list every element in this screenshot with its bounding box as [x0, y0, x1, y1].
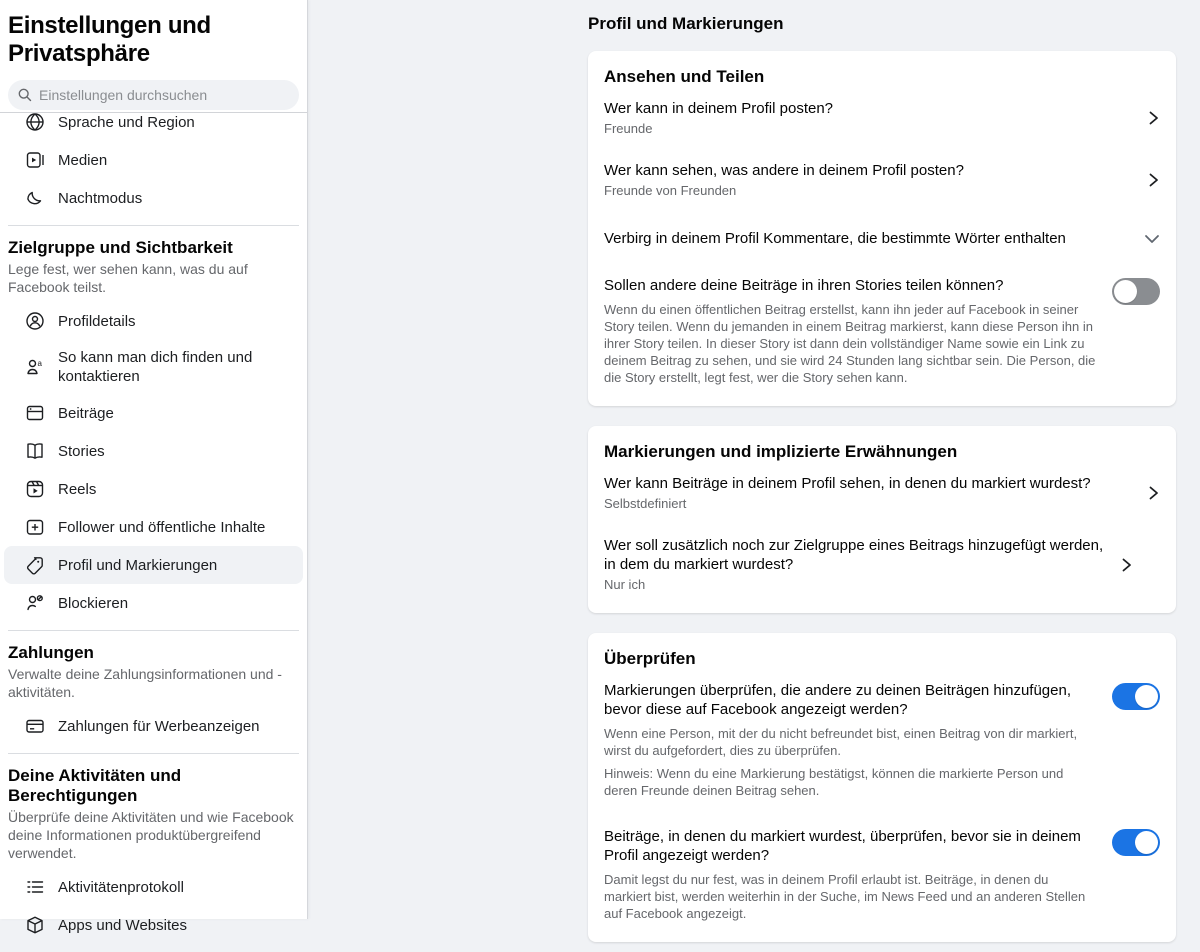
sidebar-item-label: Blockieren	[58, 594, 129, 612]
sidebar-item-profil-und-markierungen[interactable]	[4, 546, 303, 584]
sidebar-item-beitraege[interactable]	[4, 394, 303, 432]
sidebar-item-zahlungen-fuer-werbeanzeigen[interactable]	[4, 707, 303, 745]
sidebar-section-description: Verwalte deine Zahlungsinformationen und -aktivitäten.	[8, 666, 282, 700]
page-title: Profil und Markierungen	[588, 14, 784, 33]
activity-log-icon	[24, 876, 46, 898]
setting-title: Wer soll zusätzlich noch zur Zielgruppe eines Beitrags hinzugefügt werden, in dem du markiert wurdest?	[604, 537, 1104, 573]
sidebar-item-label: Profil und Markierungen	[58, 556, 218, 574]
toggle-knob	[1135, 831, 1158, 854]
setting-row-beitraege-ueberpruefen	[604, 811, 1160, 926]
moon-icon	[24, 187, 46, 209]
reels-icon	[24, 478, 46, 500]
setting-title: Wer kann sehen, was andere in deinem Profil posten?	[604, 162, 964, 179]
setting-description: Damit legst du nur fest, was in deinem Profil erlaubt ist. Beiträge, in denen du markiert bist, werden weiterhin in der Suche, im News Feed und an anderen Stellen auf Facebook angezeigt.	[604, 872, 1086, 921]
sidebar-title: Einstellungen und Privatsphäre	[8, 12, 211, 67]
stories-icon	[24, 440, 46, 462]
setting-row-markierungen-ueberpruefen	[604, 669, 1160, 811]
find-contact-icon	[24, 356, 46, 378]
sidebar-item-label: Apps und Websites	[58, 916, 187, 934]
setting-row-markierte-beitraege-sehen[interactable]	[604, 462, 1160, 524]
card-markierungen-und-erwaehnungen	[588, 426, 1176, 613]
chevron-right-icon	[1120, 555, 1133, 575]
follower-icon	[24, 516, 46, 538]
beitraege-ueberpruefen-toggle[interactable]	[1112, 829, 1160, 856]
sidebar-item-label: Medien	[58, 151, 108, 169]
card-heading: Überprüfen	[604, 649, 696, 668]
sidebar-section-heading: Zahlungen	[8, 643, 94, 662]
sidebar-nav	[0, 112, 307, 952]
search-input[interactable]	[39, 87, 289, 103]
tag-icon	[24, 554, 46, 576]
stories-teilen-toggle[interactable]	[1112, 278, 1160, 305]
setting-title: Wer kann Beiträge in deinem Profil sehen, in denen du markiert wurdest?	[604, 475, 1091, 492]
settings-main	[308, 0, 1200, 919]
sidebar-item-label: So kann man dich finden und kontaktieren	[58, 349, 253, 385]
card-heading: Ansehen und Teilen	[604, 67, 765, 86]
sidebar-section-heading: Deine Aktivitäten und Berechtigungen	[8, 766, 182, 805]
sidebar-item-label: Reels	[58, 480, 97, 498]
apps-icon	[24, 914, 46, 936]
sidebar-item-apps-und-websites[interactable]	[4, 906, 303, 944]
chevron-right-icon	[1147, 483, 1160, 503]
setting-note: Hinweis: Wenn du eine Markierung bestätigst, können die markierte Person und deren Freunde deinen Beitrag sehen.	[604, 766, 1064, 798]
sidebar-item-medien[interactable]	[4, 141, 303, 179]
sidebar-item-profildetails[interactable]	[4, 302, 303, 340]
settings-sidebar	[0, 0, 308, 934]
setting-value: Nur ich	[604, 577, 646, 592]
toggle-knob	[1114, 280, 1137, 303]
sidebar-item-stories[interactable]	[4, 432, 303, 470]
sidebar-item-blockieren[interactable]	[4, 584, 303, 622]
card-ueberpruefen	[588, 633, 1176, 942]
setting-description: Wenn eine Person, mit der du nicht befreundet bist, einen Beitrag von dir markiert, wirst du aufgefordert, dies zu überprüfen.	[604, 726, 1078, 758]
sidebar-item-label: Stories	[58, 442, 105, 460]
setting-title: Sollen andere deine Beiträge in ihren Stories teilen können?	[604, 277, 1004, 294]
sidebar-section-description: Überprüfe deine Aktivitäten und wie Facebook deine Informationen produktübergreifend verwendet.	[8, 809, 294, 861]
chevron-down-icon	[1144, 234, 1160, 244]
sidebar-section-description: Lege fest, wer sehen kann, was du auf Facebook teilst.	[8, 261, 248, 295]
setting-title: Wer kann in deinem Profil posten?	[604, 100, 834, 117]
sidebar-item-label: Nachtmodus	[58, 189, 143, 207]
markierungen-ueberpruefen-toggle[interactable]	[1112, 683, 1160, 710]
setting-value: Selbstdefiniert	[604, 496, 687, 511]
profile-circle-icon	[24, 310, 46, 332]
sidebar-item-follower-und-oeffentliche-inhalte[interactable]	[4, 508, 303, 546]
setting-row-wer-kann-sehen[interactable]	[604, 149, 1160, 211]
sidebar-header	[0, 0, 307, 112]
setting-title: Beiträge, in denen du markiert wurdest, überprüfen, bevor sie in deinem Profil angezeigt werden?	[604, 828, 1081, 864]
sidebar-item-finden-und-kontaktieren[interactable]	[4, 340, 303, 394]
sidebar-section-heading: Zielgruppe und Sichtbarkeit	[8, 238, 233, 257]
setting-description: Wenn du einen öffentlichen Beitrag erstellst, kann ihn jeder auf Facebook in seiner Story teilen. Wenn du jemanden in einem Beitrag markierst, kann diese Person ihn in ihrer Story teilen. In dieser Story ist dann dein vollständiger Name sowie ein Link zu deinem Beitrag zu sehen, und sie wird 24 Stunden lang sichtbar sein. Die Person, die die Story erstellt, legt fest, wer die Story sehen kann.	[604, 302, 1096, 385]
setting-row-stories-teilen	[604, 260, 1160, 390]
card-ansehen-und-teilen	[588, 51, 1176, 406]
setting-row-wer-kann-posten[interactable]	[604, 87, 1160, 149]
setting-row-kommentare-verbergen[interactable]	[604, 211, 1160, 260]
posts-icon	[24, 402, 46, 424]
chevron-right-icon	[1147, 108, 1160, 128]
setting-value: Freunde	[604, 121, 653, 136]
sidebar-item-sprache-und-region[interactable]	[4, 103, 303, 141]
sidebar-item-label: Follower und öffentliche Inhalte	[58, 518, 266, 536]
svg-text:a: a	[37, 359, 42, 368]
sidebar-item-label: Profildetails	[58, 312, 136, 330]
block-icon	[24, 592, 46, 614]
sidebar-item-label: Aktivitätenprotokoll	[58, 878, 184, 896]
sidebar-item-label: Zahlungen für Werbeanzeigen	[58, 717, 260, 735]
chevron-right-icon	[1147, 170, 1160, 190]
search-icon	[18, 88, 32, 102]
credit-card-icon	[24, 715, 46, 737]
card-heading: Markierungen und implizierte Erwähnungen	[604, 442, 958, 461]
setting-value: Freunde von Freunden	[604, 183, 737, 198]
globe-icon	[24, 111, 46, 133]
sidebar-item-reels[interactable]	[4, 470, 303, 508]
setting-title: Verbirg in deinem Profil Kommentare, die bestimmte Wörter enthalten	[604, 230, 1066, 247]
sidebar-item-aktivitaetenprotokoll[interactable]	[4, 868, 303, 906]
setting-title: Markierungen überprüfen, die andere zu deinen Beiträgen hinzufügen, bevor diese auf Facebook angezeigt werden?	[604, 682, 1071, 718]
sidebar-item-label: Sprache und Region	[58, 113, 195, 131]
sidebar-item-nachtmodus[interactable]	[4, 179, 303, 217]
setting-row-zielgruppe-hinzufuegen[interactable]	[604, 524, 1160, 597]
media-icon	[24, 149, 46, 171]
sidebar-item-label: Beiträge	[58, 404, 114, 422]
toggle-knob	[1135, 685, 1158, 708]
